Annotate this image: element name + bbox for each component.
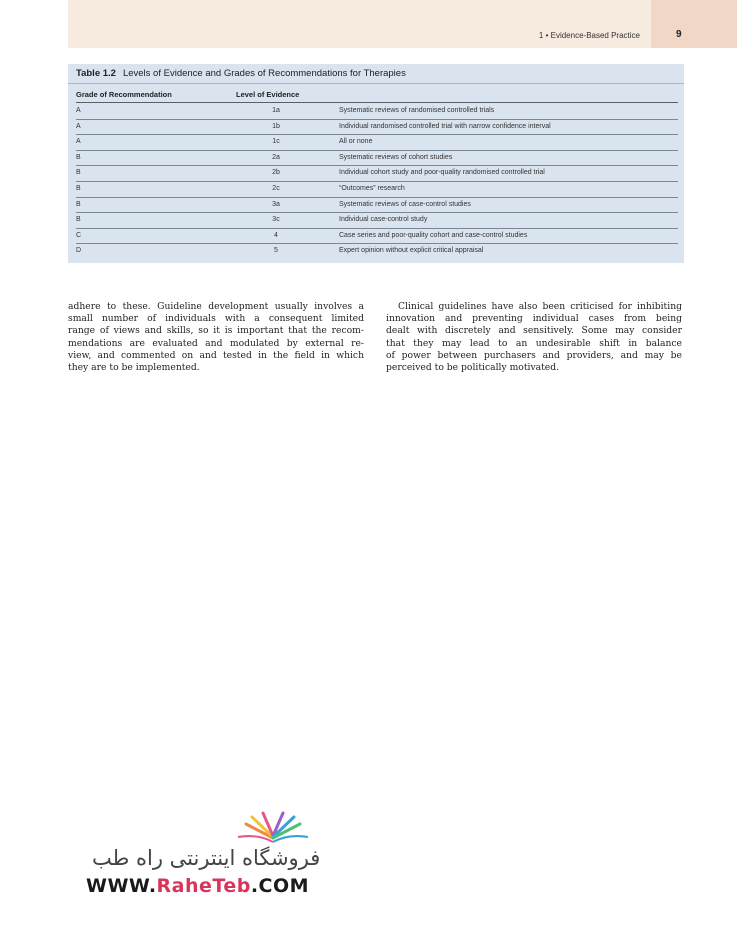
- text-line: they are to be implemented.: [68, 362, 200, 374]
- text-line: small number of individuals with a consequent limited: [68, 313, 364, 325]
- description-cell: Systematic reviews of randomised controlled trials: [339, 107, 495, 114]
- description-cell: Case series and poor-quality cohort and case-control studies: [339, 231, 528, 239]
- level-cell: 2b: [272, 169, 280, 177]
- table-row: [76, 182, 678, 198]
- shop-name-watermark: فروشگاه اینترنتی راه طب: [92, 846, 321, 870]
- text-line: of power between purchasers and providers, and may be: [386, 349, 682, 361]
- grade-cell: B: [76, 169, 81, 177]
- table-caption: [76, 68, 406, 79]
- table-row: [76, 244, 678, 259]
- text-line: innovation and preventing individual cases from being: [386, 313, 682, 325]
- url-brand: RaheTeb: [156, 875, 251, 897]
- text-line: dealt with discretely and sensitively. Some may consider: [386, 325, 682, 337]
- text-line: adhere to these. Guideline development usually involves a: [68, 301, 364, 312]
- grade-cell: B: [76, 184, 81, 192]
- level-cell: 1c: [272, 138, 280, 146]
- text-line: perceived to be politically motivated.: [386, 362, 560, 374]
- table-row: [76, 135, 678, 151]
- table-row: [76, 213, 678, 229]
- level-cell: 3a: [272, 200, 280, 208]
- table-title: Levels of Evidence and Grades of Recommendations for Therapies: [122, 68, 406, 79]
- grade-cell: D: [76, 247, 82, 255]
- level-cell: 3c: [272, 216, 280, 224]
- level-cell: 5: [274, 247, 278, 255]
- description-cell: Systematic reviews of cohort studies: [339, 153, 453, 161]
- page-number: 9: [676, 29, 682, 40]
- description-cell: Individual case-control study: [339, 216, 428, 224]
- text-line: Clinical guidelines have also been criticised for inhibiting: [398, 301, 682, 312]
- body-text-right-column: [386, 301, 682, 374]
- grade-cell: C: [76, 231, 82, 239]
- site-url-watermark: [86, 875, 309, 897]
- level-cell: 2c: [272, 184, 280, 192]
- description-cell: Systematic reviews of case-control studies: [339, 200, 471, 208]
- grade-cell: B: [76, 153, 81, 161]
- description-cell: Expert opinion without explicit critical appraisal: [339, 247, 484, 255]
- url-prefix: WWW.: [86, 875, 157, 897]
- column-header-grade: Grade of Recommendation: [76, 90, 172, 99]
- caption-divider: [68, 83, 684, 84]
- table-row: [76, 120, 678, 136]
- grade-cell: A: [76, 107, 81, 114]
- description-cell: Individual randomised controlled trial with narrow confidence interval: [339, 122, 551, 130]
- table-row: [76, 166, 678, 182]
- table-row: [76, 229, 678, 245]
- grade-cell: A: [76, 122, 81, 130]
- level-cell: 4: [274, 231, 278, 239]
- table-row: [76, 104, 678, 120]
- table-row: [76, 151, 678, 167]
- text-line: range of views and skills, so it is important that the recom-: [68, 325, 364, 337]
- table-body: [76, 104, 678, 259]
- column-header-level: Level of Evidence: [236, 90, 300, 99]
- grade-cell: B: [76, 216, 81, 224]
- level-cell: 2a: [272, 153, 280, 161]
- page-number-box: [651, 0, 737, 48]
- header-bar: [68, 0, 651, 48]
- open-book-logo-icon: [232, 810, 314, 844]
- grade-cell: B: [76, 200, 81, 208]
- description-cell: All or none: [339, 138, 373, 146]
- body-text-left-column: [68, 301, 364, 374]
- table-row: [76, 198, 678, 214]
- url-suffix: .COM: [250, 875, 310, 897]
- header-divider: [76, 102, 678, 103]
- description-cell: “Outcomes” research: [339, 184, 405, 192]
- running-head: 1 • Evidence-Based Practice: [538, 31, 640, 40]
- level-cell: 1b: [272, 122, 280, 130]
- text-line: that they may lead to an undesirable shift in balance: [386, 337, 682, 349]
- text-line: view, and commented on and tested in the field in which: [68, 349, 364, 361]
- description-cell: Individual cohort study and poor-quality randomised controlled trial: [339, 169, 545, 177]
- table-label: Table 1.2: [76, 68, 116, 79]
- text-line: mendations are evaluated and modulated by external re-: [68, 337, 364, 349]
- grade-cell: A: [76, 138, 81, 146]
- level-cell: 1a: [272, 107, 280, 114]
